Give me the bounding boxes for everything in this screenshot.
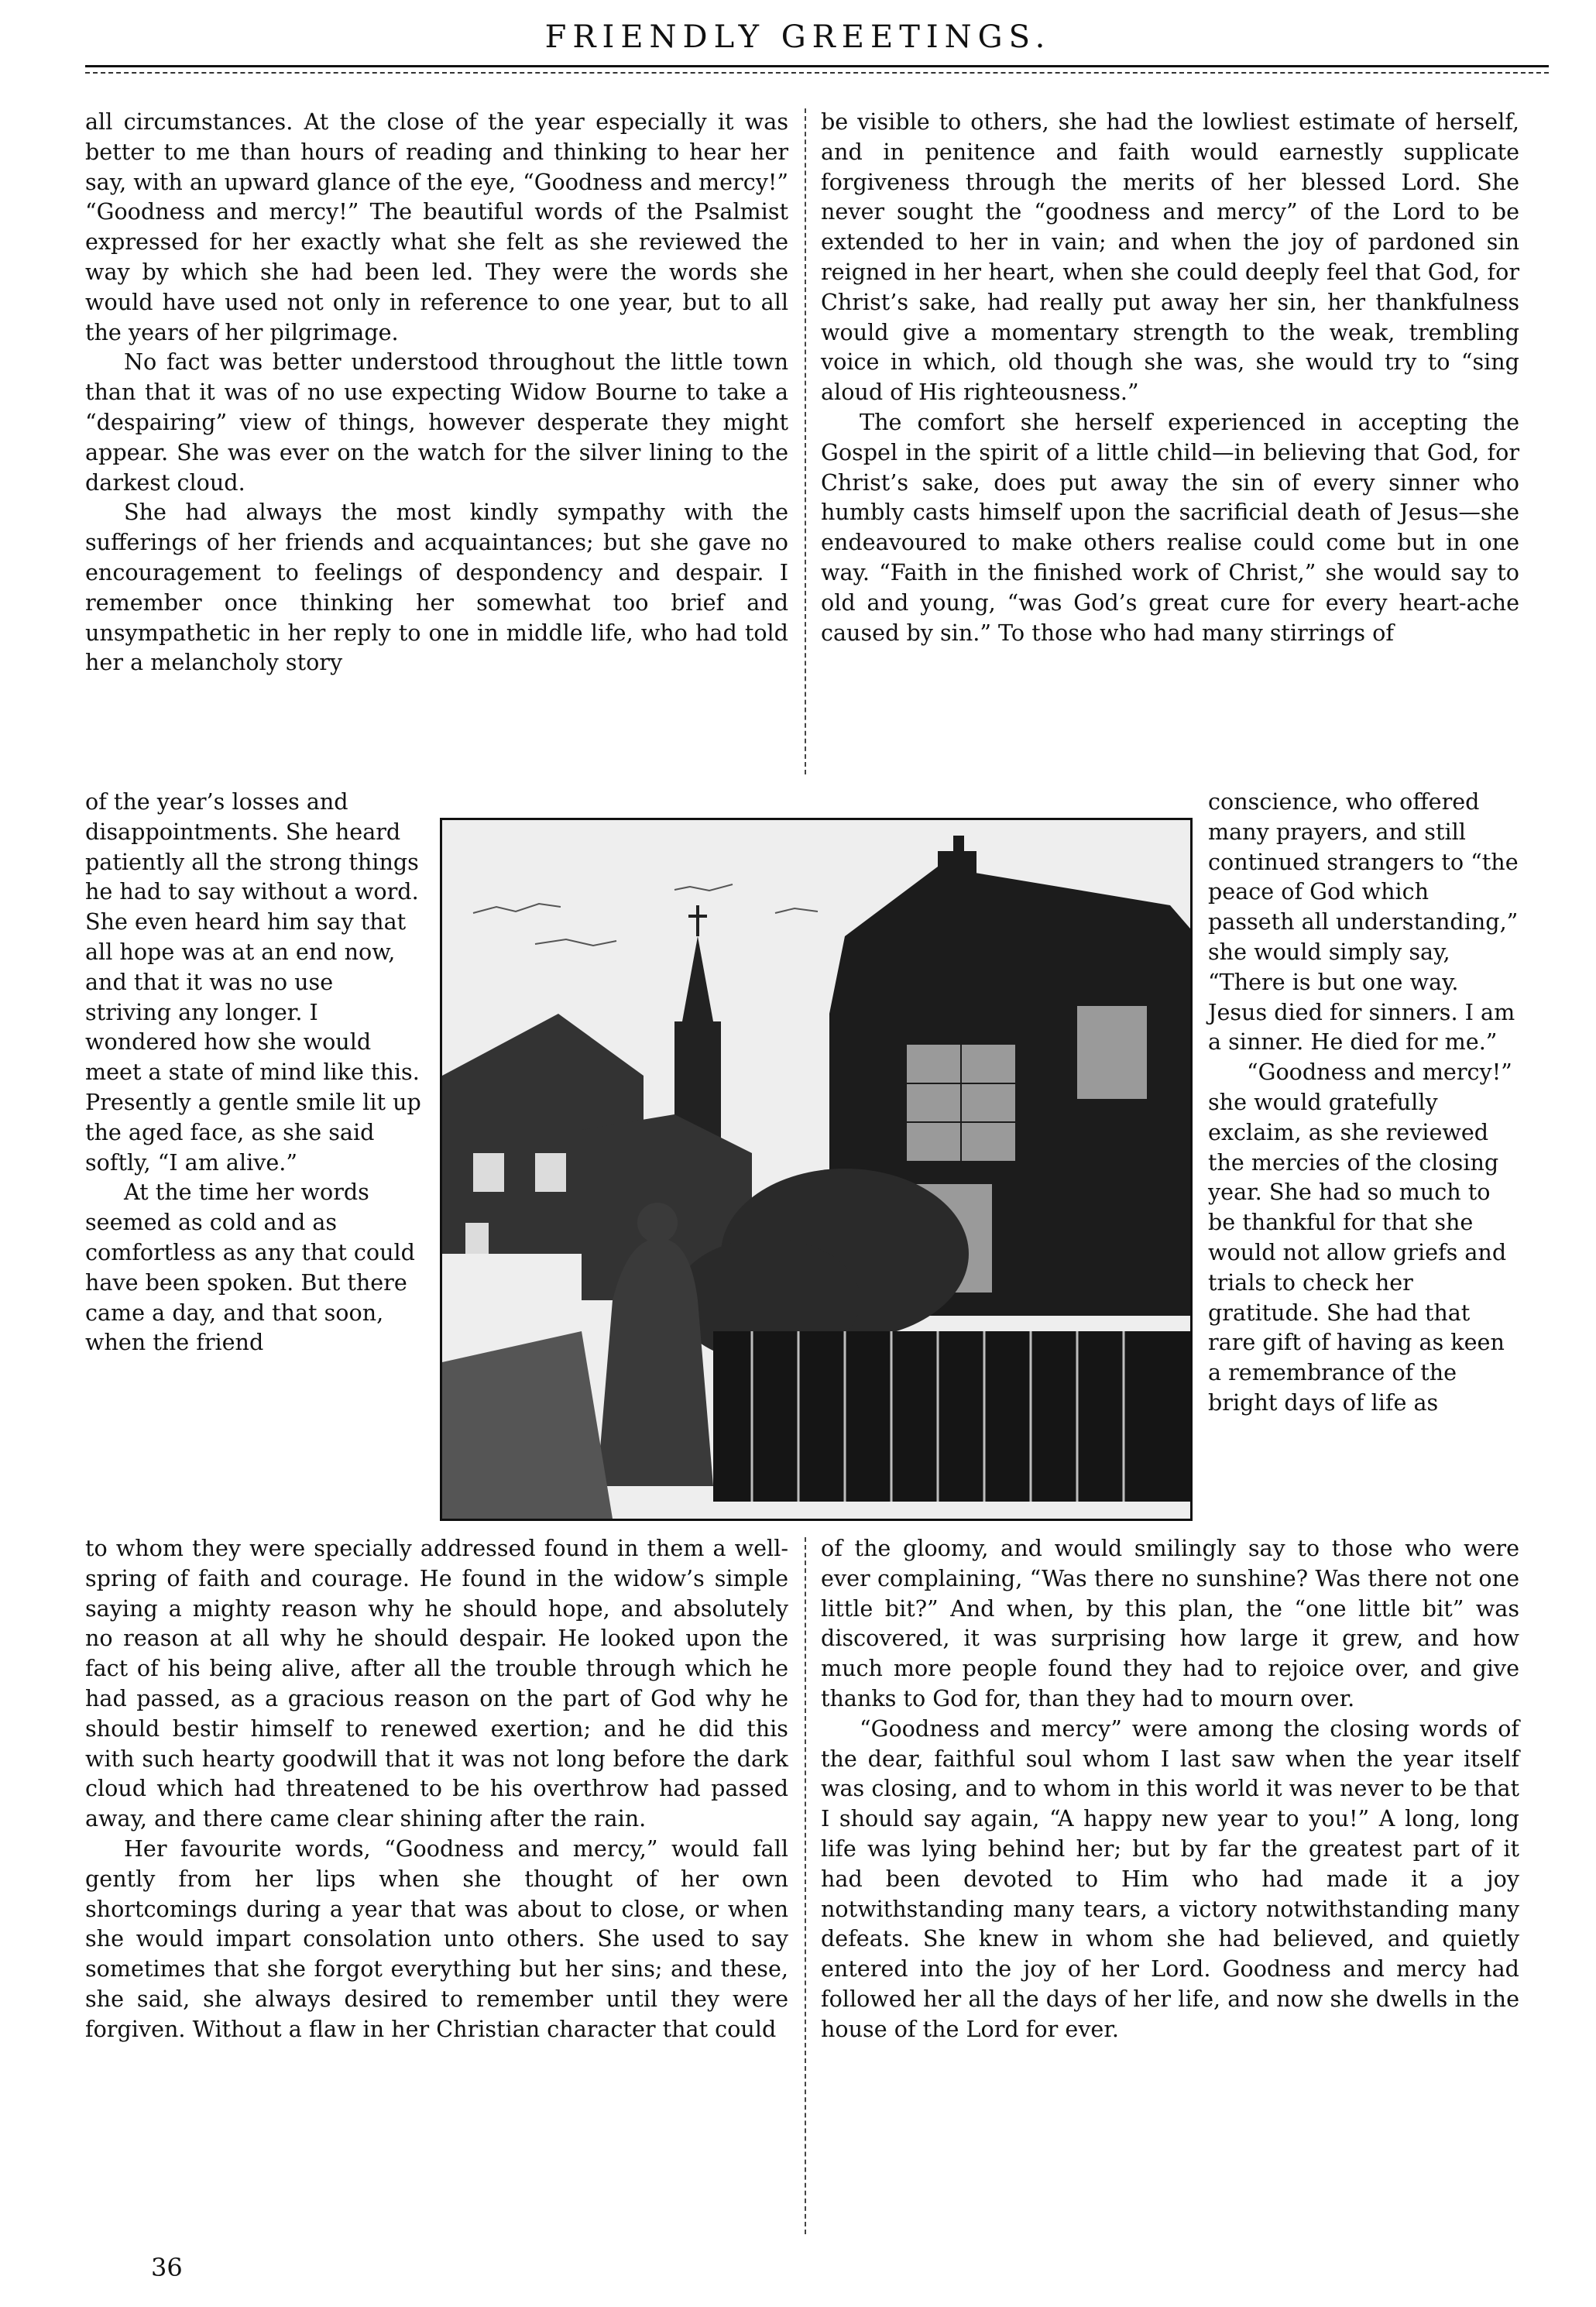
page-number: 36 [151,2253,183,2282]
right-column-wrap [1208,787,1519,1418]
paragraph: of the gloomy, and would smilingly say to those who were ever complaining, “Was there no sunshine? Was there not one little bit?” And when, by this plan, the “one little bit” was discovered, it was surprising how large it grew, and how much more people found they had to rejoice over, and give thanks to God for, than they had to mourn over. [821,1535,1519,1711]
paragraph: Her favourite words, “Goodness and mercy,” would fall gently from her lips when she thought of her own shortcomings during a year that was about to close, or when she would impart consolation unto others. She used to say sometimes that she forgot everything but her sins; and these, she said, she always desired to remember until they were forgiven. Without a flaw in her Christian character that could [85,1835,788,2042]
left-column-wrap [85,787,426,1358]
left-column-bottom [85,1533,788,2044]
paragraph: She had always the most kindly sympathy with the sufferings of her friends and acquaintances; but she gave no encouragement to feelings of despondency and despair. I remember once thinking her somewhat too brief and unsympathetic in her reply to one in middle life, who had told her a melancholy story [85,499,788,676]
paragraph: of the year’s losses and disappointments. She heard patiently all the strong things he had to say without a word. She even heard him say that all hope was at an end now, and that it was no use striving any longer. I wondered how she would meet a state of mind like this. Presently a gentle smile lit up the aged face, as she said softly, “I am alive.” [85,788,421,1176]
paragraph: all circumstances. At the close of the year especially it was better to me than hours of reading and thinking to hear her say, with an upward glance of the eye, “Goodness and mercy!” “Goodness and mercy!” The beautiful words of the Psalmist expressed for her exactly what she felt as she reviewed the way by which she had been led. They were the words she would have used not only in reference to one year, but to all the years of her pilgrimage. [85,108,788,345]
header-rule-dashed [85,72,1549,74]
paragraph: be visible to others, she had the lowliest estimate of herself, and in penitence and faith would earnestly supplicate forgiveness through the merits of her blessed Lord. She never sought the “goodness and mercy” of the Lord to be extended to her in vain; and when the joy of pardoned sin reigned in her heart, when she could deeply feel that God, for Christ’s sake, had really put away her sin, her thankfulness would give a momentary strength to the weak, trembling voice in which, old though she was, she would try to “sing aloud of His righteousness.” [821,108,1519,406]
right-column-top [821,107,1519,647]
paragraph: “Goodness and mercy” were among the closing words of the dear, faithful soul whom I last saw when the year itself was closing, and to whom in this world it was never to be that I should say again, “A happy new year to you!” A long, long life was lying behind her; but by far the greatest part of it had been devoted to Him who had made it a joy notwithstanding many tears, a victory notwithstanding many defeats. She knew in whom she had believed, and quietly entered into the joy of her Lord. Goodness and mercy had followed her all the days of her life, and now she dwells in the house of the Lord for ever. [821,1715,1519,2042]
right-column-bottom [821,1533,1519,2044]
column-divider [805,1537,806,2234]
village-scene-drawing [442,820,1190,1519]
paragraph: At the time her words seemed as cold and as comfortless as any that could have been spoken. But there came a day, and that soon, when the friend [85,1179,415,1356]
column-divider [805,108,806,774]
left-column-top [85,107,788,678]
paragraph: to whom they were specially addressed found in them a well-spring of faith and courage. He found in the widow’s simple saying a mighty reason why he should hope, and absolutely no reason at all why he should despair. He looked upon the fact of his being alive, after all the trouble through which he had passed, as a gracious reason on the part of God why he should bestir himself to renewed exertion; and he did this with such hearty goodwill that it was not long before the dark cloud which had threatened to be his overthrow had passed away, and there came clear shining after the rain. [85,1535,788,1832]
paragraph: “Goodness and mercy!” she would gratefully exclaim, as she reviewed the mercies of the closing year. She had so much to be thankful for that she would not allow griefs and trials to check her gratitude. She had that rare gift of having as keen a remembrance of the bright days of life as [1208,1059,1512,1416]
header-rule [85,65,1549,67]
engraving-illustration [440,818,1193,1521]
paragraph: The comfort she herself experienced in accepting the Gospel in the spirit of a little child—in believing that God, for Christ’s sake, does put away the sin of every sinner who humbly casts himself upon the sacrificial death of Jesus—she endeavoured to make others realise could come but in one way. “Faith in the finished work of Christ,” she would say to old and young, “was God’s great cure for every heart-ache caused by sin.” To those who had many stirrings of [821,408,1519,646]
page-title: FRIENDLY GREETINGS. [544,19,1052,55]
paragraph: No fact was better understood throughout the little town than that it was of no use expecting Widow Bourne to take a “despairing” view of things, however desperate they might appear. She was ever on the watch for the silver lining to the darkest cloud. [85,348,788,496]
paragraph: conscience, who offered many prayers, and still continued strangers to “the peace of God which passeth all understanding,” she would simply say, “There is but one way. Jesus died for sinners. I am a sinner. He died for me.” [1208,788,1519,1056]
